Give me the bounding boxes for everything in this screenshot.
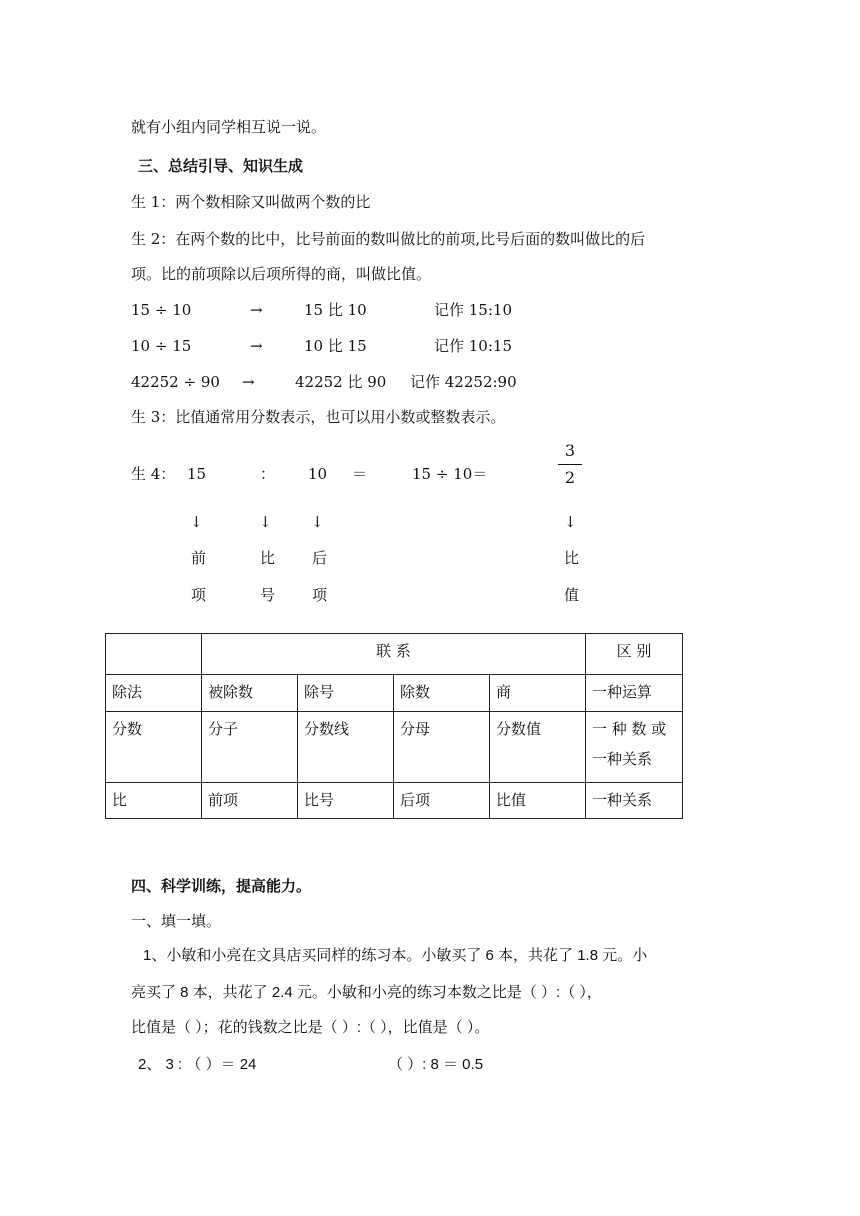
section3-heading: 三、总结引导、知识生成: [138, 157, 304, 175]
part-label: 前: [191, 549, 207, 567]
equals-sign: ＝: [352, 465, 368, 483]
cell-line: 一 种 数 或: [592, 720, 667, 738]
table-cell: [586, 712, 683, 783]
table-cell: 被除数: [202, 675, 298, 712]
ratio-front: 15: [187, 465, 207, 483]
ratio-value-fraction: [556, 441, 584, 488]
part-label: 号: [260, 586, 276, 604]
table-header-link: 联 系: [202, 634, 586, 675]
table-cell: 分数线: [298, 712, 394, 783]
table-cell: [106, 634, 202, 675]
division-expr: 15 ÷ 10＝: [412, 465, 488, 483]
question1-line1: 1、小敏和小亮在文具店买同样的练习本。小敏买了 6 本，共花了 1.8 元。小: [143, 947, 648, 964]
fill-in-heading: 一、填一填。: [131, 912, 222, 930]
example-note: 记作 10:15: [434, 337, 512, 355]
question2-right: （ ）: 8 ＝ 0.5: [388, 1056, 484, 1073]
student2-line1: 生 2：在两个数的比中，比号前面的数叫做比的前项,比号后面的数叫做比的后: [131, 230, 646, 248]
example-note: 记作 15:10: [434, 301, 512, 319]
down-arrow-icon: ↓: [190, 513, 203, 531]
table-cell: 比值: [490, 783, 586, 819]
example-ratio: 42252 比 90: [295, 373, 387, 391]
part-label: 项: [312, 586, 328, 604]
example-expr: 10 ÷ 15: [131, 337, 192, 355]
student1-line: 生 1：两个数相除又叫做两个数的比: [131, 193, 371, 211]
student4-label: 生 4：: [131, 465, 176, 483]
fraction-bar: [558, 464, 582, 465]
question2-left: 2、 3 : （ ）＝ 24: [138, 1056, 257, 1073]
table-cell: 除号: [298, 675, 394, 712]
table-cell: 分子: [202, 712, 298, 783]
fraction-numerator: 3: [564, 441, 576, 460]
cell-line: 一种关系: [592, 750, 653, 768]
table-header-diff: 区 别: [586, 634, 683, 675]
down-arrow-icon: ↓: [311, 513, 324, 531]
fraction-denominator: 2: [564, 468, 576, 487]
example-ratio: 10 比 15: [304, 337, 367, 355]
example-note: 记作 42252:90: [410, 373, 517, 391]
right-arrow-icon: →: [250, 301, 263, 319]
question1-line2: 亮买了 8 本，共花了 2.4 元。小敏和小亮的练习本数之比是（ ）:（ ），: [131, 984, 602, 1001]
table-cell: 商: [490, 675, 586, 712]
intro-line: 就有小组内同学相互说一说。: [131, 118, 327, 136]
table-cell: 比: [106, 783, 202, 819]
table-cell: 比号: [298, 783, 394, 819]
table-cell: 前项: [202, 783, 298, 819]
table-cell: 后项: [394, 783, 490, 819]
example-expr: 15 ÷ 10: [131, 301, 192, 319]
table-row: [106, 675, 683, 712]
table-cell: 分数: [106, 712, 202, 783]
part-label: 值: [564, 586, 580, 604]
table-cell: 除数: [394, 675, 490, 712]
part-label: 比: [260, 549, 276, 567]
right-arrow-icon: →: [242, 373, 255, 391]
table-cell: 一种运算: [586, 675, 683, 712]
down-arrow-icon: ↓: [564, 513, 577, 531]
student3-line: 生 3：比值通常用分数表示，也可以用小数或整数表示。: [131, 408, 506, 426]
part-label: 比: [564, 549, 580, 567]
table-row: [106, 634, 683, 675]
table-cell: 分母: [394, 712, 490, 783]
right-arrow-icon: →: [250, 337, 263, 355]
ratio-back: 10: [308, 465, 328, 483]
down-arrow-icon: ↓: [259, 513, 272, 531]
comparison-table: [105, 633, 683, 819]
table-cell: 一种关系: [586, 783, 683, 819]
table-row: [106, 712, 683, 783]
ratio-colon: ：: [260, 465, 276, 483]
section4-heading: 四、科学训练，提高能力。: [131, 877, 312, 895]
table-cell: 除法: [106, 675, 202, 712]
part-label: 后: [312, 549, 328, 567]
table-row: [106, 783, 683, 819]
example-ratio: 15 比 10: [304, 301, 367, 319]
table-cell: 分数值: [490, 712, 586, 783]
question1-line3: 比值是（ ）；花的钱数之比是（ ）:（ ），比值是（ ）。: [131, 1019, 490, 1036]
example-expr: 42252 ÷ 90: [131, 373, 220, 391]
student2-line2: 项。比的前项除以后项所得的商，叫做比值。: [131, 265, 432, 283]
part-label: 项: [191, 586, 207, 604]
